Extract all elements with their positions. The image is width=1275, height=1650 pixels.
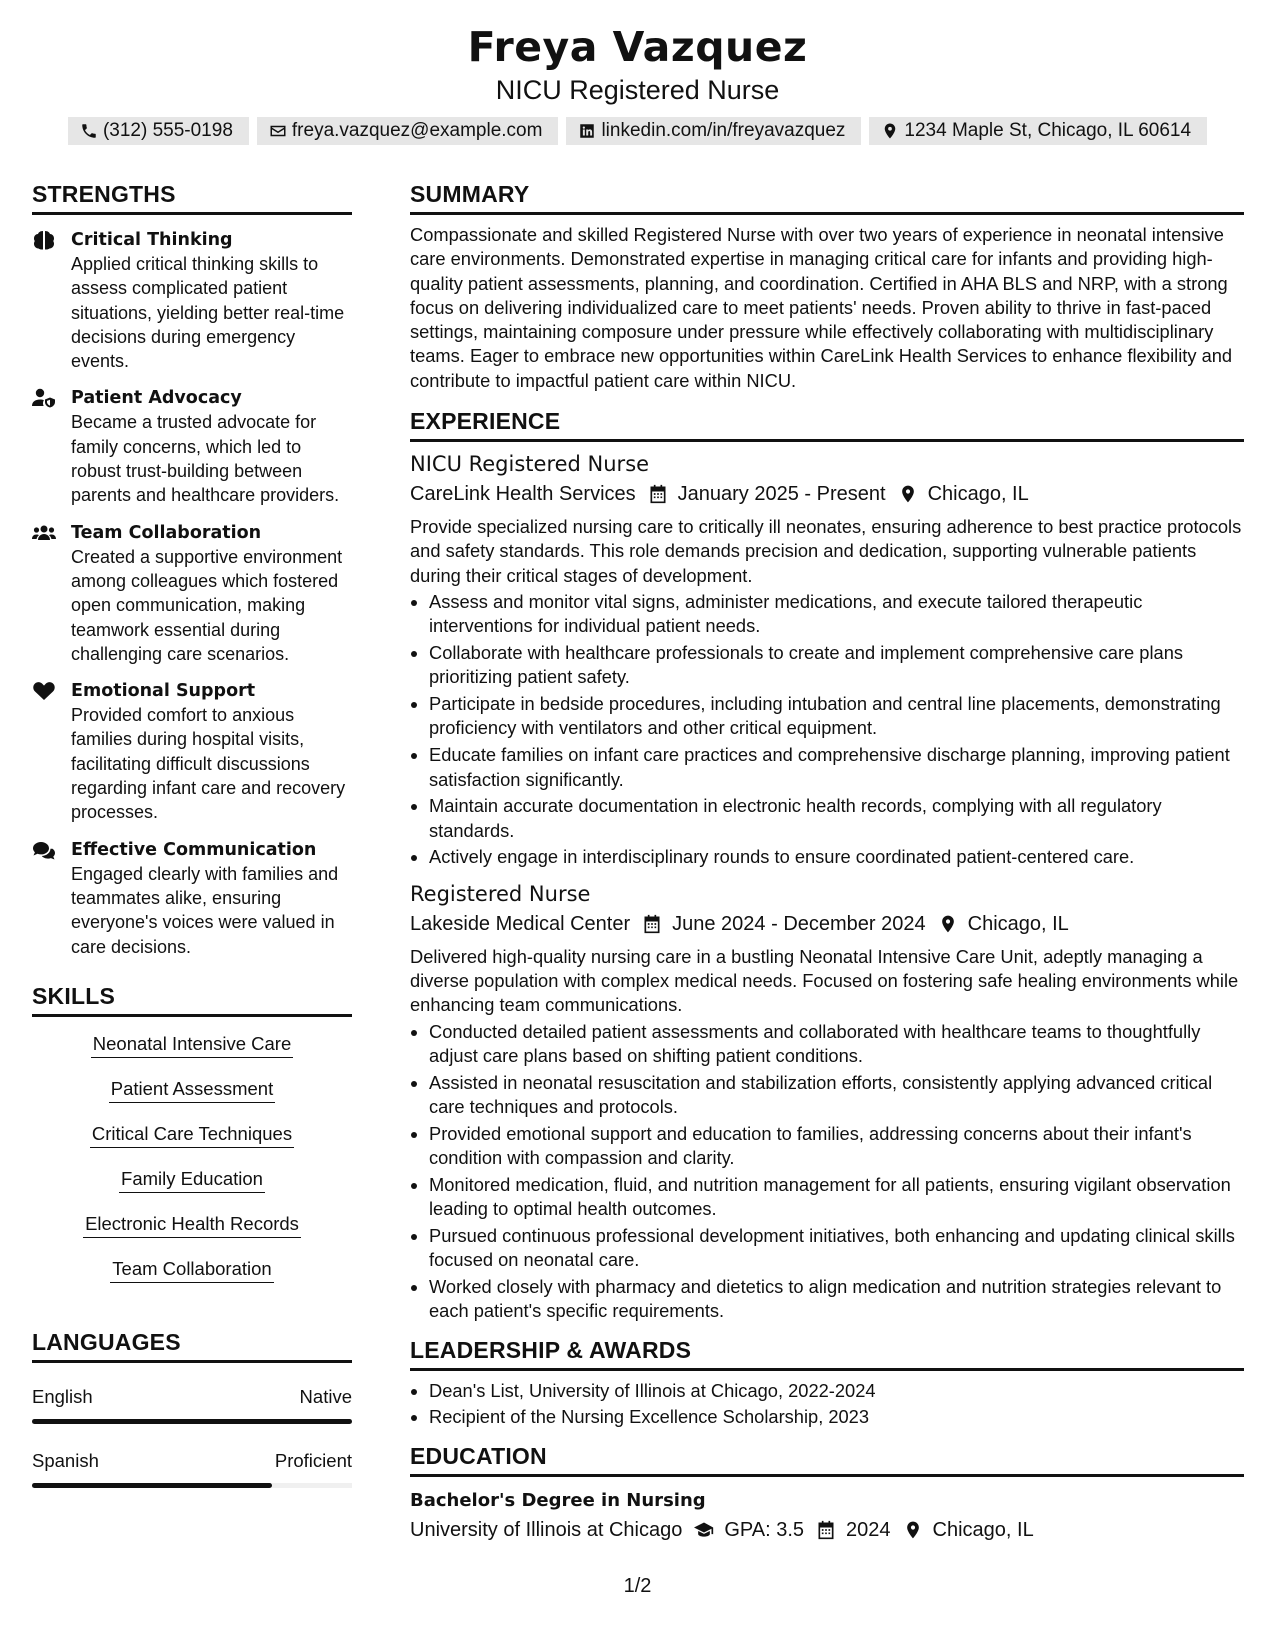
strength-title: Patient Advocacy [71, 388, 242, 409]
language-proficiency-bar [32, 1419, 352, 1424]
strength-item [32, 386, 352, 507]
education-meta [410, 1515, 1244, 1545]
list-item: Participate in bedside procedures, including intubation and central line placements, demonstrating proficiency with ventilators and other critical equipment. [410, 692, 1244, 741]
strength-title: Effective Communication [71, 839, 317, 860]
skills-heading: SKILLS [32, 983, 352, 1017]
calendar-icon [648, 484, 668, 504]
envelope-icon [269, 122, 287, 140]
skill-tag: Family Education [119, 1166, 265, 1193]
resume-header [0, 0, 1275, 145]
job-title: Registered Nurse [410, 881, 591, 906]
job-dates: June 2024 - December 2024 [672, 912, 926, 935]
summary-heading: SUMMARY [410, 181, 1244, 215]
phone-icon [80, 122, 98, 140]
comments-icon [32, 840, 56, 860]
candidate-title: NICU Registered Nurse [495, 75, 780, 105]
job-meta [410, 909, 1244, 939]
strength-item [32, 521, 352, 666]
strength-desc: Engaged clearly with families and teammates alike, ensuring everyone's voices were valued in care decisions. [71, 863, 339, 957]
list-item: Assess and monitor vital signs, administer medications, and execute tailored therapeutic interventions for individual patient needs. [410, 590, 1244, 639]
list-item: Recipient of the Nursing Excellence Scholarship, 2023 [410, 1405, 1244, 1429]
list-item: Actively engage in interdisciplinary rounds to ensure coordinated patient-centered care. [410, 845, 1244, 869]
job-location: Chicago, IL [967, 912, 1069, 935]
skill-tag: Critical Care Techniques [90, 1121, 294, 1148]
list-item: Dean's List, University of Illinois at Chicago, 2022-2024 [410, 1379, 1244, 1403]
map-pin-icon [898, 484, 918, 504]
list-item: Monitored medication, fluid, and nutrition management for all patients, ensuring vigilant observation leading to optimal health outcomes. [410, 1173, 1244, 1222]
strength-desc: Became a trusted advocate for family concerns, which led to robust trust-building between parents and healthcare providers. [71, 412, 340, 506]
language-name: English [32, 1385, 93, 1407]
job-bullets [410, 1020, 1244, 1324]
languages-heading: LANGUAGES [32, 1329, 352, 1363]
language-level: Native [299, 1385, 352, 1407]
strength-title: Emotional Support [71, 681, 256, 702]
users-icon [32, 523, 56, 543]
job-description: Delivered high-quality nursing care in a bustling Neonatal Intensive Care Unit, adeptly managing a diverse population with complex medical needs. Focused on fostering safe healing environments while enhancing team communications. [410, 945, 1239, 1016]
contact-email-text: freya.vazquez@example.com [291, 120, 543, 141]
job-entry [410, 880, 1244, 1324]
language-name: Spanish [32, 1449, 99, 1471]
strength-desc: Created a supportive environment among colleagues which fostered open communication, making teamwork essential during challenging care scenarios. [71, 546, 343, 664]
experience-heading: EXPERIENCE [410, 408, 1244, 442]
job-location: Chicago, IL [927, 483, 1029, 506]
skills-list [32, 1031, 352, 1301]
language-item [32, 1385, 352, 1424]
contact-email[interactable] [257, 117, 559, 145]
skill-tag: Electronic Health Records [83, 1211, 301, 1238]
list-item: Pursued continuous professional development initiatives, both enhancing and updating clinical skills focused on neonatal care. [410, 1224, 1244, 1273]
language-level: Proficient [274, 1449, 352, 1471]
job-company: Lakeside Medical Center [410, 912, 631, 935]
education-degree: Bachelor's Degree in Nursing [410, 1489, 706, 1511]
list-item: Conducted detailed patient assessments and collaborated with healthcare teams to thoughtfully adjust care plans based on shifting patient conditions. [410, 1020, 1244, 1069]
strength-item [32, 228, 352, 373]
education-gpa: GPA: 3.5 [724, 1518, 805, 1541]
contact-phone[interactable] [68, 117, 249, 145]
map-pin-icon [938, 914, 958, 934]
education-year: 2024 [846, 1518, 891, 1541]
contact-bar [0, 117, 1275, 145]
contact-linkedin-text: linkedin.com/in/freyavazquez [601, 120, 846, 141]
heart-icon [32, 681, 56, 701]
strengths-heading: STRENGTHS [32, 181, 352, 215]
strength-title: Team Collaboration [71, 522, 262, 543]
skill-tag: Patient Assessment [109, 1076, 275, 1103]
skill-tag: Neonatal Intensive Care [91, 1031, 293, 1058]
strength-title: Critical Thinking [71, 230, 233, 250]
graduation-cap-icon [694, 1520, 714, 1540]
language-proficiency-bar [32, 1483, 352, 1488]
strength-item [32, 679, 352, 824]
job-company: CareLink Health Services [410, 483, 636, 506]
list-item: Educate families on infant care practices and comprehensive discharge planning, improving patient satisfaction significantly. [410, 743, 1244, 792]
candidate-name: Freya Vazquez [467, 23, 808, 71]
left-column [32, 181, 352, 1488]
map-pin-icon [903, 1520, 923, 1540]
education-heading: EDUCATION [410, 1443, 1244, 1477]
awards-list [410, 1379, 1244, 1430]
summary-text: Compassionate and skilled Registered Nurse with over two years of experience in neonatal intensive care environments. Demonstrated expertise in managing critical care for infants and providing high-quality patient assessments, planning, and coordination. Certified in AHA BLS and NRP, with a strong focus on delivering individualized care to meet patients' needs. Proven ability to thrive in fast-paced settings, maintaining composure under pressure while effectively collaborating with multidisciplinary teams. Eager to embrace new opportunities within CareLink Health Services to enhance flexibility and contribute to impactful patient care within NICU. [410, 224, 1233, 391]
list-item: Collaborate with healthcare professionals to create and implement comprehensive care plans prioritizing patient safety. [410, 641, 1244, 690]
education-school: University of Illinois at Chicago [410, 1518, 683, 1541]
list-item: Provided emotional support and education to families, addressing concerns about their infant's condition with compassion and clarity. [410, 1122, 1244, 1171]
map-pin-icon [881, 122, 899, 140]
skill-tag: Team Collaboration [110, 1256, 273, 1283]
job-dates: January 2025 - Present [677, 483, 886, 506]
job-title: NICU Registered Nurse [410, 452, 650, 477]
awards-heading: LEADERSHIP & AWARDS [410, 1337, 1244, 1371]
job-bullets [410, 590, 1244, 870]
linkedin-icon [578, 122, 596, 140]
contact-linkedin[interactable] [566, 117, 861, 145]
education-location: Chicago, IL [932, 1518, 1034, 1541]
page-number: 1/2 [623, 1575, 652, 1597]
language-proficiency-fill [32, 1419, 352, 1424]
strength-item [32, 838, 352, 959]
contact-address [869, 117, 1207, 145]
list-item: Maintain accurate documentation in electronic health records, complying with all regulatory standards. [410, 794, 1244, 843]
language-item [32, 1449, 352, 1488]
list-item: Assisted in neonatal resuscitation and stabilization efforts, consistently applying advanced critical care techniques and protocols. [410, 1071, 1244, 1120]
strength-desc: Provided comfort to anxious families during hospital visits, facilitating difficult discussions regarding infant care and recovery processes. [71, 705, 346, 823]
list-item: Worked closely with pharmacy and dietetics to align medication and nutrition strategies relevant to each patient's specific requirements. [410, 1275, 1244, 1324]
contact-phone-text: (312) 555-0198 [102, 120, 233, 141]
user-shield-icon [32, 388, 56, 408]
brain-icon [32, 230, 56, 250]
calendar-icon [816, 1520, 836, 1540]
calendar-icon [642, 914, 662, 934]
job-entry [410, 450, 1244, 870]
contact-address-text: 1234 Maple St, Chicago, IL 60614 [904, 120, 1192, 141]
job-description: Provide specialized nursing care to critically ill neonates, ensuring adherence to best practice protocols and safety standards. This role demands precision and dedication, supporting vulnerable patients during their critical stages of development. [410, 516, 1242, 586]
job-meta [410, 479, 1244, 509]
language-proficiency-fill [32, 1483, 272, 1488]
right-column [410, 181, 1244, 1545]
strength-desc: Applied critical thinking skills to assess complicated patient situations, yielding better real-time decisions during emergency events. [71, 254, 345, 372]
